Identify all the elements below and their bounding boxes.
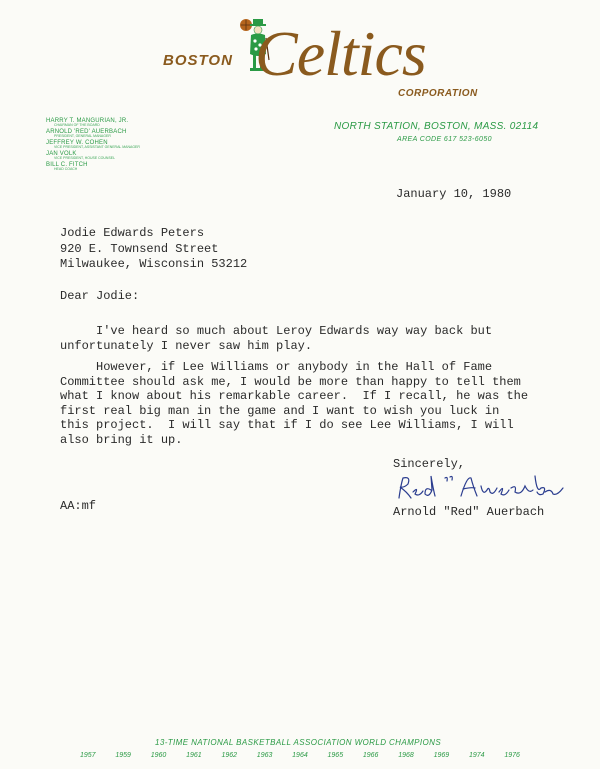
staff-title: VICE PRESIDENT, HOUSE COUNSEL	[54, 156, 116, 161]
staff-title: PRESIDENT, GENERAL MANAGER	[54, 134, 111, 139]
recipient-name: Jodie Edwards Peters	[60, 226, 205, 240]
championship-year: 1968	[398, 752, 414, 759]
footer-championships-title: 13-TIME NATIONAL BASKETBALL ASSOCIATION WORLD CHAMPIONS	[155, 738, 442, 747]
staff-title: HEAD COACH	[54, 167, 78, 172]
championship-year: 1960	[150, 752, 167, 759]
staff-list	[46, 118, 206, 173]
staff-entry	[46, 162, 206, 172]
letter-date: January 10, 1980	[396, 187, 512, 201]
paragraph-1: I've heard so much about Leroy Edwards way way back but unfortunately I never saw him play.	[60, 324, 493, 353]
championship-year: 1964	[292, 752, 308, 759]
staff-title: VICE PRESIDENT, ASSISTANT GENERAL MANAGER	[54, 145, 140, 150]
recipient-street: 920 E. Townsend Street	[60, 241, 219, 256]
staff-name: ARNOLD 'RED' AUERBACH	[46, 128, 127, 135]
championship-year: 1962	[221, 752, 238, 759]
championship-year: 1961	[186, 752, 202, 759]
letterhead-phone: AREA CODE 617 523-6050	[397, 136, 492, 143]
staff-name: BILL C. FITCH	[46, 161, 88, 168]
closing: Sincerely,	[393, 457, 466, 471]
salutation: Dear Jodie:	[60, 289, 140, 303]
staff-entry	[46, 151, 206, 161]
staff-entry	[46, 140, 206, 150]
staff-entry	[46, 129, 206, 139]
staff-entry	[46, 118, 206, 128]
staff-name: JAN VOLK	[46, 150, 77, 157]
recipient-address	[60, 226, 247, 273]
letterhead-boston: BOSTON	[163, 52, 233, 69]
typist-initials: AA:mf	[60, 499, 97, 513]
championship-year: 1963	[256, 752, 273, 759]
championship-year: 1957	[80, 752, 96, 759]
letterhead-celtics: Celtics	[255, 18, 426, 89]
recipient-city: Milwaukee, Wisconsin 53212	[60, 257, 248, 271]
footer-years	[80, 752, 520, 759]
paragraph-2: However, if Lee Williams or anybody in the Hall of Fame Committee should ask me, I would be more than happy to tell them what I know about his remarkable career. If I recall, he was the first real big man in the game and I want to wish you luck in this project. I will say that if I do see Lee Williams, I will also bring it up.	[60, 360, 529, 447]
letterhead-corporation: CORPORATION	[398, 88, 478, 99]
letterhead-address: NORTH STATION, BOSTON, MASS. 02114	[334, 121, 539, 132]
staff-name: JEFFREY W. COHEN	[46, 139, 108, 146]
championship-year: 1976	[504, 752, 520, 759]
staff-name: HARRY T. MANGURIAN, JR.	[46, 118, 129, 124]
championship-year: 1966	[362, 752, 379, 759]
signature-icon	[395, 472, 570, 504]
championship-year: 1974	[468, 752, 485, 759]
staff-title: CHAIRMAN OF THE BOARD	[54, 123, 100, 128]
championship-year: 1969	[433, 752, 450, 759]
championship-year: 1965	[327, 752, 344, 759]
championship-year: 1959	[115, 752, 131, 759]
signer-name: Arnold "Red" Auerbach	[393, 505, 545, 519]
